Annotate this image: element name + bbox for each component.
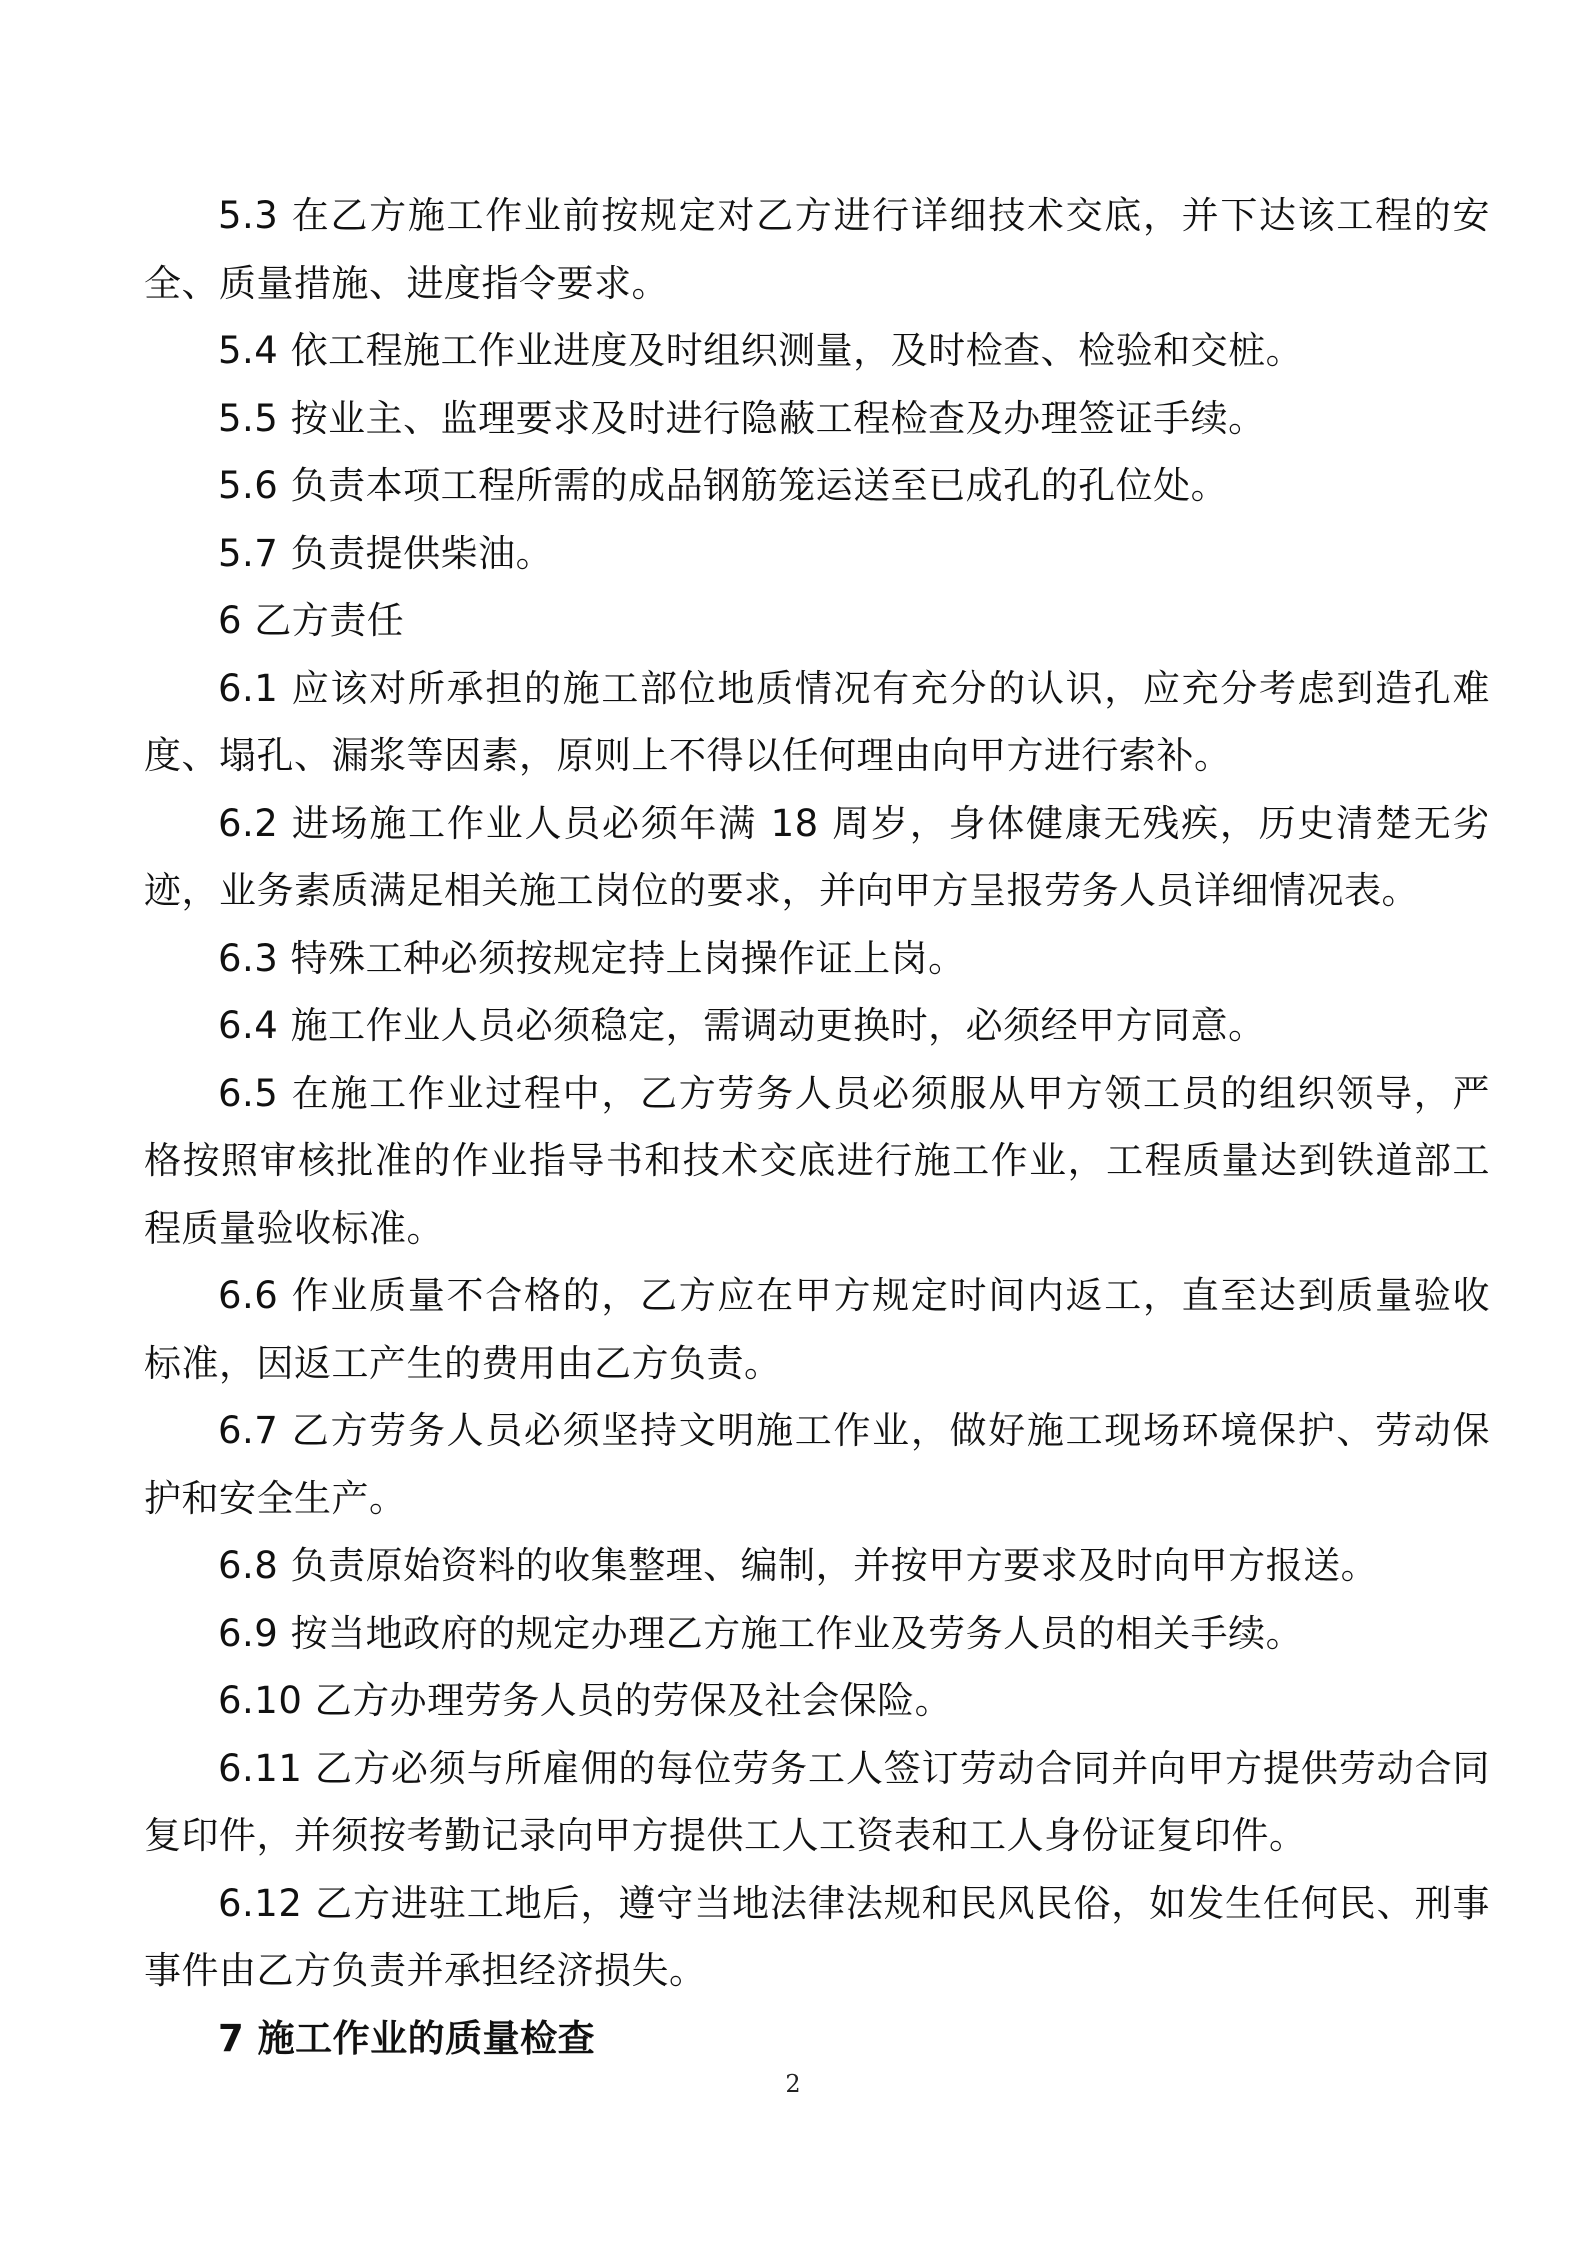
paragraph-6-11: 6.11 乙方必须与所雇佣的每位劳务工人签订劳动合同并向甲方提供劳动合同复印件，并须按考勤记录向甲方提供工人工资表和工人身份证复印件。: [144, 1746, 1490, 1857]
paragraph-6-12: 6.12 乙方进驻工地后，遵守当地法律法规和民风民俗，如发生任何民、刑事事件由乙方负责并承担经济损失。: [144, 1881, 1490, 1992]
paragraph-5-7: 5.7 负责提供柴油。: [218, 531, 554, 575]
paragraph-6-10: 6.10 乙方办理劳务人员的劳保及社会保险。: [218, 1679, 953, 1722]
paragraph-6-2: 6.2 进场施工作业人员必须年满 18 周岁，身体健康无残疾，历史清楚无劣迹，业务素质满足相关施工岗位的要求，并向甲方呈报劳务人员详细情况表。: [144, 801, 1490, 912]
document-body: [144, 182, 1490, 2072]
paragraph-5-3: 5.3 在乙方施工作业前按规定对乙方进行详细技术交底，并下达该工程的安全、质量措施、进度指令要求。: [144, 194, 1490, 305]
section-heading-7: 7 施工作业的质量检查: [218, 2016, 596, 2060]
paragraph-6-9: 6.9 按当地政府的规定办理乙方施工作业及劳务人员的相关手续。: [218, 1611, 1304, 1655]
paragraph-6-1: 6.1 应该对所承担的施工部位地质情况有充分的认识，应充分考虑到造孔难度、塌孔、漏浆等因素，原则上不得以任何理由向甲方进行索补。: [144, 666, 1490, 777]
paragraph-6-8: 6.8 负责原始资料的收集整理、编制，并按甲方要求及时向甲方报送。: [218, 1544, 1379, 1587]
paragraph-6-5: 6.5 在施工作业过程中，乙方劳务人员必须服从甲方领工员的组织领导，严格按照审核批准的作业指导书和技术交底进行施工作业，工程质量达到铁道部工程质量验收标准。: [144, 1071, 1490, 1250]
paragraph-6-4: 6.4 施工作业人员必须稳定，需调动更换时，必须经甲方同意。: [218, 1004, 1266, 1047]
paragraph-5-4: 5.4 依工程施工作业进度及时组织测量，及时检查、检验和交桩。: [218, 329, 1304, 372]
paragraph-6-3: 6.3 特殊工种必须按规定持上岗操作证上岗。: [218, 936, 966, 980]
paragraph-6-7: 6.7 乙方劳务人员必须坚持文明施工作业，做好施工现场环境保护、劳动保护和安全生产。: [144, 1409, 1490, 1520]
section-heading-6: 6 乙方责任: [218, 599, 405, 642]
paragraph-6-6: 6.6 作业质量不合格的，乙方应在甲方规定时间内返工，直至达到质量验收标准，因返工产生的费用由乙方负责。: [144, 1274, 1490, 1385]
paragraph-5-6: 5.6 负责本项工程所需的成品钢筋笼运送至已成孔的孔位处。: [218, 464, 1229, 507]
page-number: 2: [785, 2070, 801, 2098]
paragraph-5-5: 5.5 按业主、监理要求及时进行隐蔽工程检查及办理签证手续。: [218, 396, 1266, 440]
